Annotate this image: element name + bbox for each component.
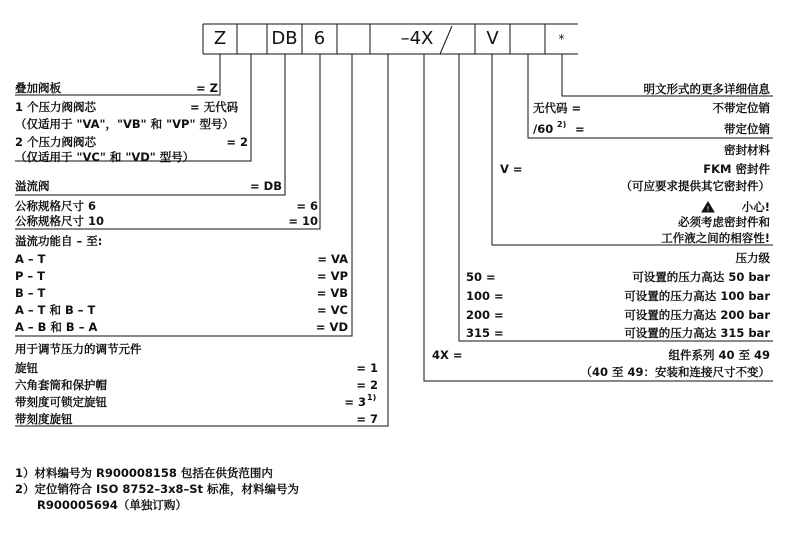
size6-label: 公称规格尺寸 6 [15,199,97,213]
relief-function-code-vc: = VC [317,303,348,317]
seal-code-v: V = [500,162,523,176]
pressure-code-50: 50 = [466,270,496,284]
caution-label: 小心! [741,200,770,214]
code-box-cartridge [237,24,267,54]
one-cartridge-note: （仅适用于 "VA"，"VB" 和 "VP" 型号） [15,117,234,131]
code-box-info: * [558,32,565,46]
seal-other-note: （可应要求提供其它密封件） [620,179,770,193]
code-box-pin [510,24,545,54]
code-box-seal: V [486,28,499,49]
series-code: 4X = [432,348,463,362]
adjust-footnote-ref-1: 1) [367,393,377,402]
caution-line-2: 工作液之间的相容性! [661,231,770,245]
relief-function-code-vb: = VB [316,286,348,300]
relief-function-row-vc: A – T 和 B – T [15,303,96,317]
two-cartridge-label: 2 个压力阀阀芯 [15,135,97,149]
adjust-row-knob: 旋钮 [15,361,38,375]
pressure-title: 压力级 [735,251,770,265]
one-cartridge-code: = 无代码 [190,100,239,114]
size10-code: = 10 [288,214,318,228]
seal-material-title: 密封材料 [724,143,770,157]
pin-code-60-eq: = [575,122,585,136]
series-label: 组件系列 40 至 49 [668,348,770,362]
subplate-code: = Z [196,81,218,95]
pressure-label-315: 可设置的压力高达 315 bar [624,326,770,340]
pressure-code-200: 200 = [466,308,504,322]
adjust-element-title: 用于调节压力的调节元件 [15,342,142,356]
relief-function-title: 溢流功能自 – 至: [15,234,103,248]
relief-function-row-vd: A – B 和 B – A [15,320,98,334]
pressure-code-100: 100 = [466,289,504,303]
pin-label-60: 带定位销 [724,122,770,136]
pressure-code-315: 315 = [466,326,504,340]
code-box-function [337,24,370,54]
adjust-code-3: = 3 [344,395,366,409]
subplate-label: 叠加阀板 [15,81,61,95]
size10-label: 公称规格尺寸 10 [15,214,105,228]
two-cartridge-code: = 2 [226,135,248,149]
code-box-size: 6 [313,28,326,49]
code-box-slash [440,24,454,54]
footnote-2-cont: R900005694（单独订购） [37,498,187,512]
pin-code-60: /60 [533,122,554,136]
caution-line-1: 必须考虑密封件和 [678,215,770,229]
series-note: （40 至 49：安装和连接尺寸不变） [580,365,770,379]
size6-code: = 6 [296,199,318,213]
adjust-code-7: = 7 [356,412,378,426]
pin-code-none: 无代码 = [533,101,582,115]
code-box-z: Z [213,28,227,49]
adjust-code-1: = 1 [356,361,378,375]
adjust-row-scale-knob: 带刻度旋钮 [15,412,73,426]
code-box-series: –4X [400,28,434,49]
code-box-db: DB [271,28,298,49]
relief-code: = DB [250,179,282,193]
adjust-row-hex: 六角套筒和保护帽 [15,378,107,392]
svg-text:!: ! [706,205,710,213]
adjust-row-lockable: 带刻度可锁定旋钮 [15,395,107,409]
relief-function-row-vp: P – T [15,269,46,283]
more-info-label: 明文形式的更多详细信息 [643,82,770,96]
pressure-label-50: 可设置的压力高达 50 bar [632,270,770,284]
seal-fkm-label: FKM 密封件 [703,162,770,176]
relief-function-code-va: = VA [317,252,348,266]
relief-function-row-va: A – T [15,252,46,266]
footnote-1: 1）材料编号为 R900008158 包括在供货范围内 [15,466,273,480]
two-cartridge-note: （仅适用于 "VC" 和 "VD" 型号） [15,150,195,164]
relief-function-code-vd: = VD [315,320,348,334]
one-cartridge-label: 1 个压力阀阀芯 [15,100,97,114]
pin-footnote-ref-2: 2) [557,120,567,129]
pin-label-none: 不带定位销 [712,101,770,115]
pressure-label-100: 可设置的压力高达 100 bar [624,289,770,303]
footnote-2: 2）定位销符合 ISO 8752–3x8–St 标准，材料编号为 [15,482,300,496]
relief-label: 溢流阀 [15,179,50,193]
relief-function-code-vp: = VP [317,269,348,283]
adjust-code-2: = 2 [356,378,378,392]
pressure-label-200: 可设置的压力高达 200 bar [624,308,770,322]
relief-function-row-vb: B – T [15,286,46,300]
